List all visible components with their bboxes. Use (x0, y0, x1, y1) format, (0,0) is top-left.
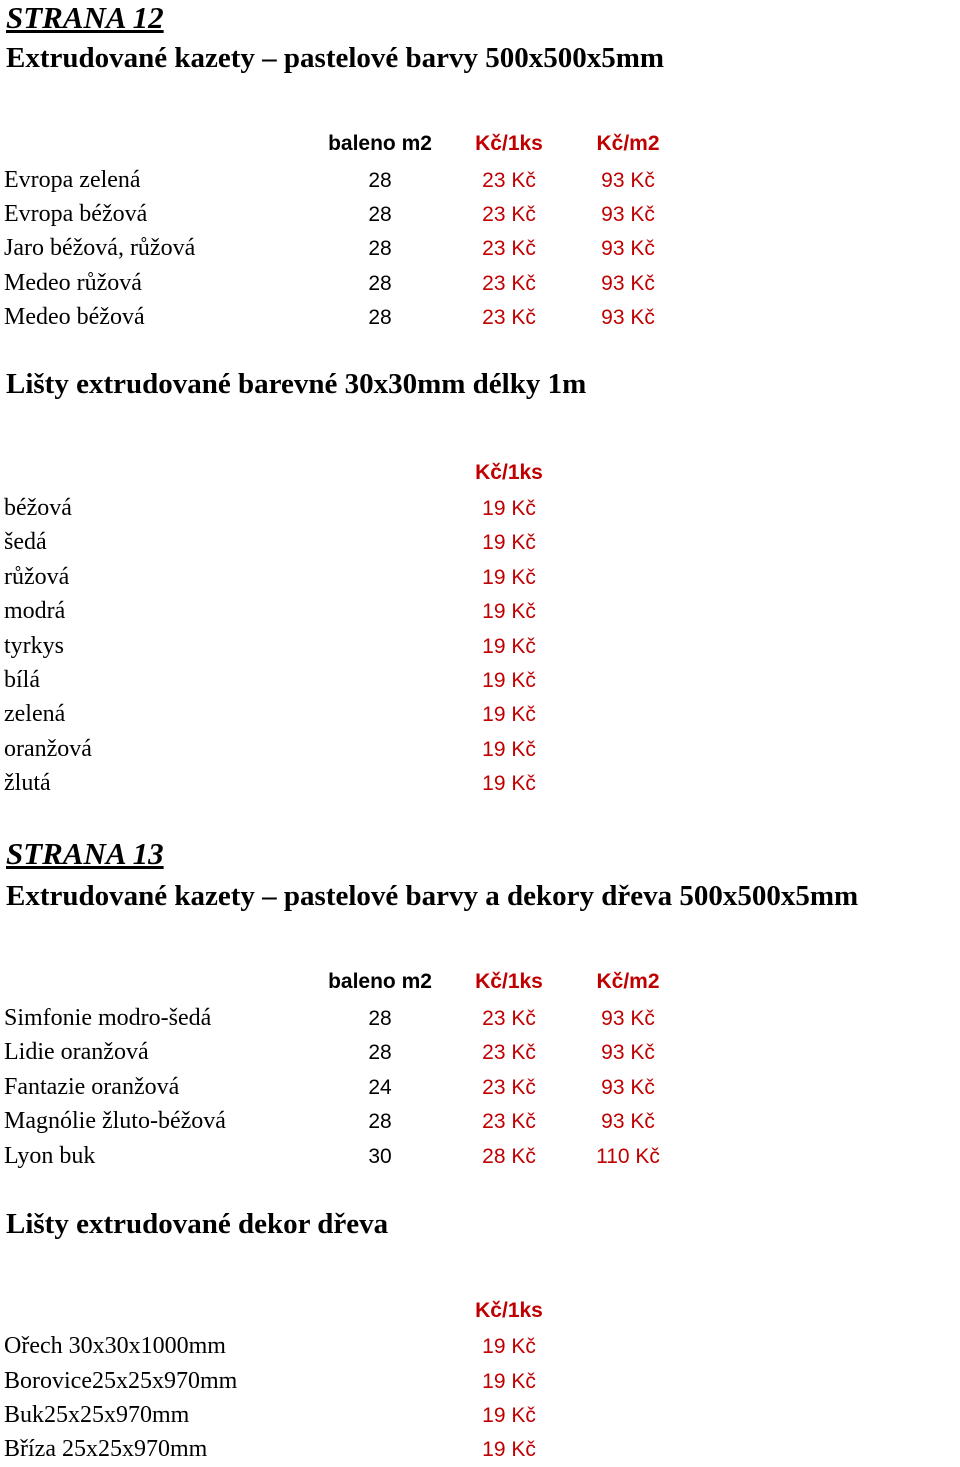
row-price-per-m2: 93 Kč (601, 1076, 655, 1099)
row-price-per-piece: 23 Kč (482, 1110, 536, 1133)
page-13-listy-title: Lišty extrudované dekor dřeva (6, 1208, 389, 1240)
row-baleno: 30 (368, 1145, 392, 1168)
item-price: 19 Kč (482, 1438, 536, 1461)
row-name: Medeo béžová (4, 304, 145, 330)
item-price: 19 Kč (482, 635, 536, 658)
item-price: 19 Kč (482, 566, 536, 589)
listy-header-price: Kč/1ks (475, 461, 543, 484)
row-price-per-piece: 23 Kč (482, 1041, 536, 1064)
item-name: Borovice25x25x970mm (4, 1368, 238, 1394)
page-12-listy-title: Lišty extrudované barevné 30x30mm délky 1m (6, 368, 587, 400)
page-13-title: Extrudované kazety – pastelové barvy a dekory dřeva 500x500x5mm (6, 880, 859, 912)
row-baleno: 28 (368, 203, 392, 226)
item-name: žlutá (4, 770, 51, 796)
header-price-per-m2: Kč/m2 (596, 970, 660, 993)
row-price-per-piece: 23 Kč (482, 1007, 536, 1030)
row-baleno: 28 (368, 1007, 392, 1030)
row-price-per-piece: 23 Kč (482, 1076, 536, 1099)
row-baleno: 28 (368, 169, 392, 192)
row-name: Jaro béžová, růžová (4, 235, 196, 261)
page-12-title: Extrudované kazety – pastelové barvy 500x500x5mm (6, 42, 665, 74)
item-name: Ořech 30x30x1000mm (4, 1333, 226, 1359)
row-baleno: 28 (368, 1110, 392, 1133)
item-price: 19 Kč (482, 497, 536, 520)
row-baleno: 28 (368, 272, 392, 295)
item-price: 19 Kč (482, 1404, 536, 1427)
row-price-per-piece: 28 Kč (482, 1145, 536, 1168)
row-name: Evropa zelená (4, 167, 141, 193)
item-price: 19 Kč (482, 738, 536, 761)
row-baleno: 28 (368, 306, 392, 329)
item-price: 19 Kč (482, 1370, 536, 1393)
row-price-per-m2: 93 Kč (601, 1041, 655, 1064)
row-baleno: 24 (368, 1076, 392, 1099)
item-name: zelená (4, 701, 66, 727)
row-price-per-m2: 93 Kč (601, 203, 655, 226)
header-price-per-m2: Kč/m2 (596, 132, 660, 155)
page-13-heading: STRANA 13 (6, 836, 164, 871)
header-baleno: baleno m2 (328, 970, 432, 993)
row-price-per-m2: 93 Kč (601, 1007, 655, 1030)
row-price-per-piece: 23 Kč (482, 272, 536, 295)
item-name: bílá (4, 667, 40, 693)
page-12-heading: STRANA 12 (6, 0, 164, 35)
row-name: Magnólie žluto-béžová (4, 1108, 226, 1134)
header-price-per-piece: Kč/1ks (475, 132, 543, 155)
row-price-per-piece: 23 Kč (482, 203, 536, 226)
row-name: Simfonie modro-šedá (4, 1005, 212, 1031)
row-name: Lyon buk (4, 1143, 96, 1169)
item-name: tyrkys (4, 633, 64, 659)
row-price-per-m2: 93 Kč (601, 169, 655, 192)
item-name: Buk25x25x970mm (4, 1402, 190, 1428)
row-price-per-m2: 93 Kč (601, 1110, 655, 1133)
item-name: oranžová (4, 736, 92, 762)
row-price-per-piece: 23 Kč (482, 169, 536, 192)
header-price-per-piece: Kč/1ks (475, 970, 543, 993)
row-price-per-m2: 93 Kč (601, 306, 655, 329)
item-price: 19 Kč (482, 600, 536, 623)
item-price: 19 Kč (482, 531, 536, 554)
row-name: Medeo růžová (4, 270, 142, 296)
listy-header-price: Kč/1ks (475, 1299, 543, 1322)
item-price: 19 Kč (482, 1335, 536, 1358)
row-name: Lidie oranžová (4, 1039, 149, 1065)
item-price: 19 Kč (482, 669, 536, 692)
item-name: béžová (4, 495, 72, 521)
row-price-per-m2: 93 Kč (601, 237, 655, 260)
row-price-per-m2: 93 Kč (601, 272, 655, 295)
row-price-per-m2: 110 Kč (596, 1145, 660, 1168)
row-baleno: 28 (368, 237, 392, 260)
row-name: Evropa béžová (4, 201, 148, 227)
item-name: šedá (4, 529, 47, 555)
header-baleno: baleno m2 (328, 132, 432, 155)
item-name: Bříza 25x25x970mm (4, 1436, 208, 1462)
row-price-per-piece: 23 Kč (482, 306, 536, 329)
row-name: Fantazie oranžová (4, 1074, 180, 1100)
row-baleno: 28 (368, 1041, 392, 1064)
item-name: modrá (4, 598, 66, 624)
item-price: 19 Kč (482, 772, 536, 795)
row-price-per-piece: 23 Kč (482, 237, 536, 260)
item-name: růžová (4, 564, 70, 590)
item-price: 19 Kč (482, 703, 536, 726)
